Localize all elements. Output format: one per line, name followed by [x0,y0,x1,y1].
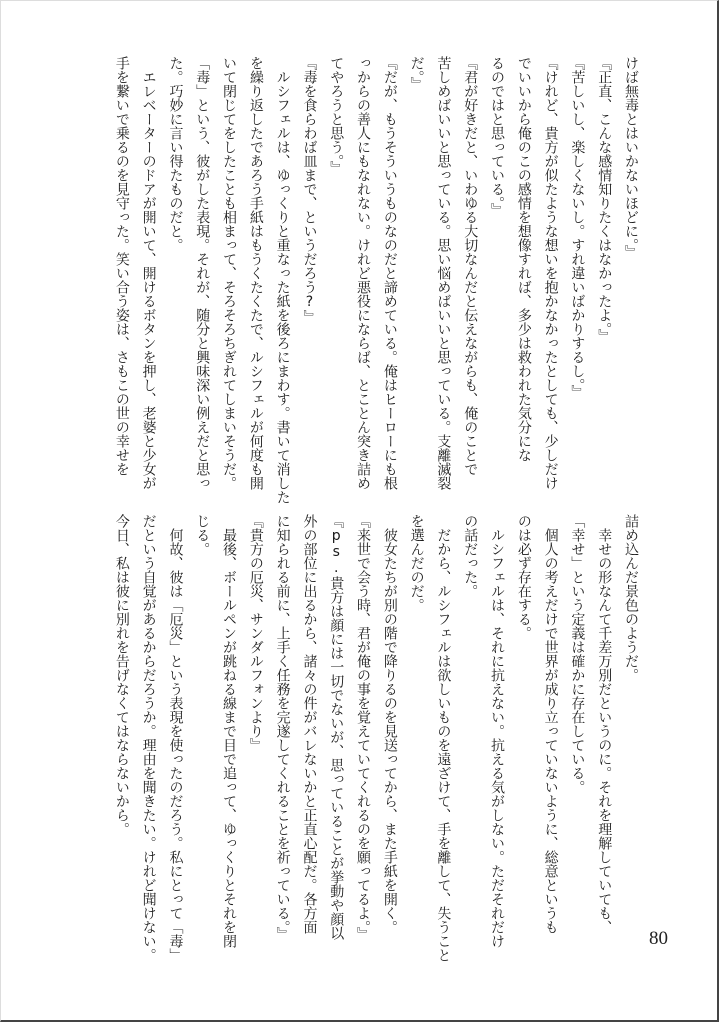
text-line: 幸せの形なんて千差万別だというのに。それを理解していても、 [596,514,613,934]
text-line: を繰り返したであろう手紙はもうくたくたで、ルシフェルが何度も開 [247,56,264,490]
text-line: ルシフェルは、それに抗えない。抗える気がしない。ただそれだけ [489,514,506,948]
text-line: いて閉じてをしたことも相まって、そろそろちぎれてしまいそうだ。 [221,56,238,490]
text-line: のは必ず存在する。 [515,514,532,640]
text-line: 彼女たちが別の階で降りるのを見送ってから、また手紙を開く。 [381,514,398,934]
text-line: ルシフェルは、ゆっくりと重なった紙を後ろにまわす。書いて消した [274,56,291,504]
text-line: でいいから俺のこの感情を想像すれば、多少は救われた気分にな [515,56,532,462]
text-line: を選んだのだ。 [408,514,425,612]
text-line: 『君が好きだと、いわゆる大切なんだと伝えながらも、俺のことで [462,56,479,476]
text-line: てやろうと思う。』 [328,56,345,175]
text-line: 何故、彼は「厄災」という表現を使ったのだろう。私にとって「毒」 [167,514,184,962]
text-line: るのではと思っている。』 [489,56,506,217]
page-number: 80 [649,928,668,949]
text-tier-bottom [108,514,644,962]
text-line: 『来世で会う時、君が俺の事を覚えていてくれるのを願ってるよ。』 [355,514,372,941]
text-line: だ。』 [408,56,425,91]
text-line: 『けれど、貴方が似たような想いを抱かなかったとしても、少しだけ [542,56,559,490]
text-line: に知られる前に、上手く任務を完遂してくれることを祈っている。』 [274,514,291,941]
text-line: 外の部位に出るから、諸々の件がバレないかと正直心配だ。各方面 [301,514,318,934]
text-line: 『正直、こんな感情知りたくはなかったよ。』 [596,56,613,343]
text-line: だという自覚があるからだろうか。理由を聞きたい。けれど聞けない。 [140,514,157,962]
text-line: 「幸せ」という定義は確かに存在している。 [569,514,586,794]
text-line: た。巧妙に言い得たものだと。 [167,56,184,252]
text-line: の話だった。 [462,514,479,598]
text-line: けば無毒とはいかないほどに。』 [623,56,639,259]
text-line: 『貴方の厄災、サンダルフォンより』 [247,514,264,752]
text-line: 最後、ボールペンが跳ねる線まで目で追って、ゆっくりとそれを閉 [221,514,238,948]
text-line: エレベーターのドアが開いて、開けるボタンを押し、老婆と少女が [140,56,157,490]
text-tier-top [108,56,644,504]
text-line: 『毒を食らわば皿まで、というだろう?』 [301,56,318,324]
text-line: 『ps.貴方は顔には一切でないが、思っていることが挙動や顔以 [328,514,345,940]
text-line: 『だが、もうそういうものなのだと諦めている。俺はヒーローにも根 [381,56,398,490]
text-line: 個人の考えだけで世界が成り立っていないように、総意というも [542,514,559,934]
text-line: 「毒」という、彼がした表現。それが、随分と興味深い例えだと思っ [194,56,211,490]
text-line: っからの善人にもなれない。けれど悪役にならば、とことん突き詰め [355,56,372,490]
text-line: 『苦しいし、楽しくないし。すれ違いばかりするし。』 [569,56,586,399]
text-line: 手を繋いで乗るのを見守った。笑い合う姿は、さもこの世の幸せを [113,56,130,476]
text-line: 苦しめばいいと思っている。思い悩めばいいと思っている。支離滅裂 [435,56,452,490]
text-line: 今日、私は彼に別れを告げなくてはならないから。 [113,514,130,836]
text-line: じる。 [194,514,211,556]
text-line: だから、ルシフェルは欲しいものを遠ざけて、手を離して、失うこと [435,514,452,962]
text-line: 詰め込んだ景色のようだ。 [623,514,639,682]
